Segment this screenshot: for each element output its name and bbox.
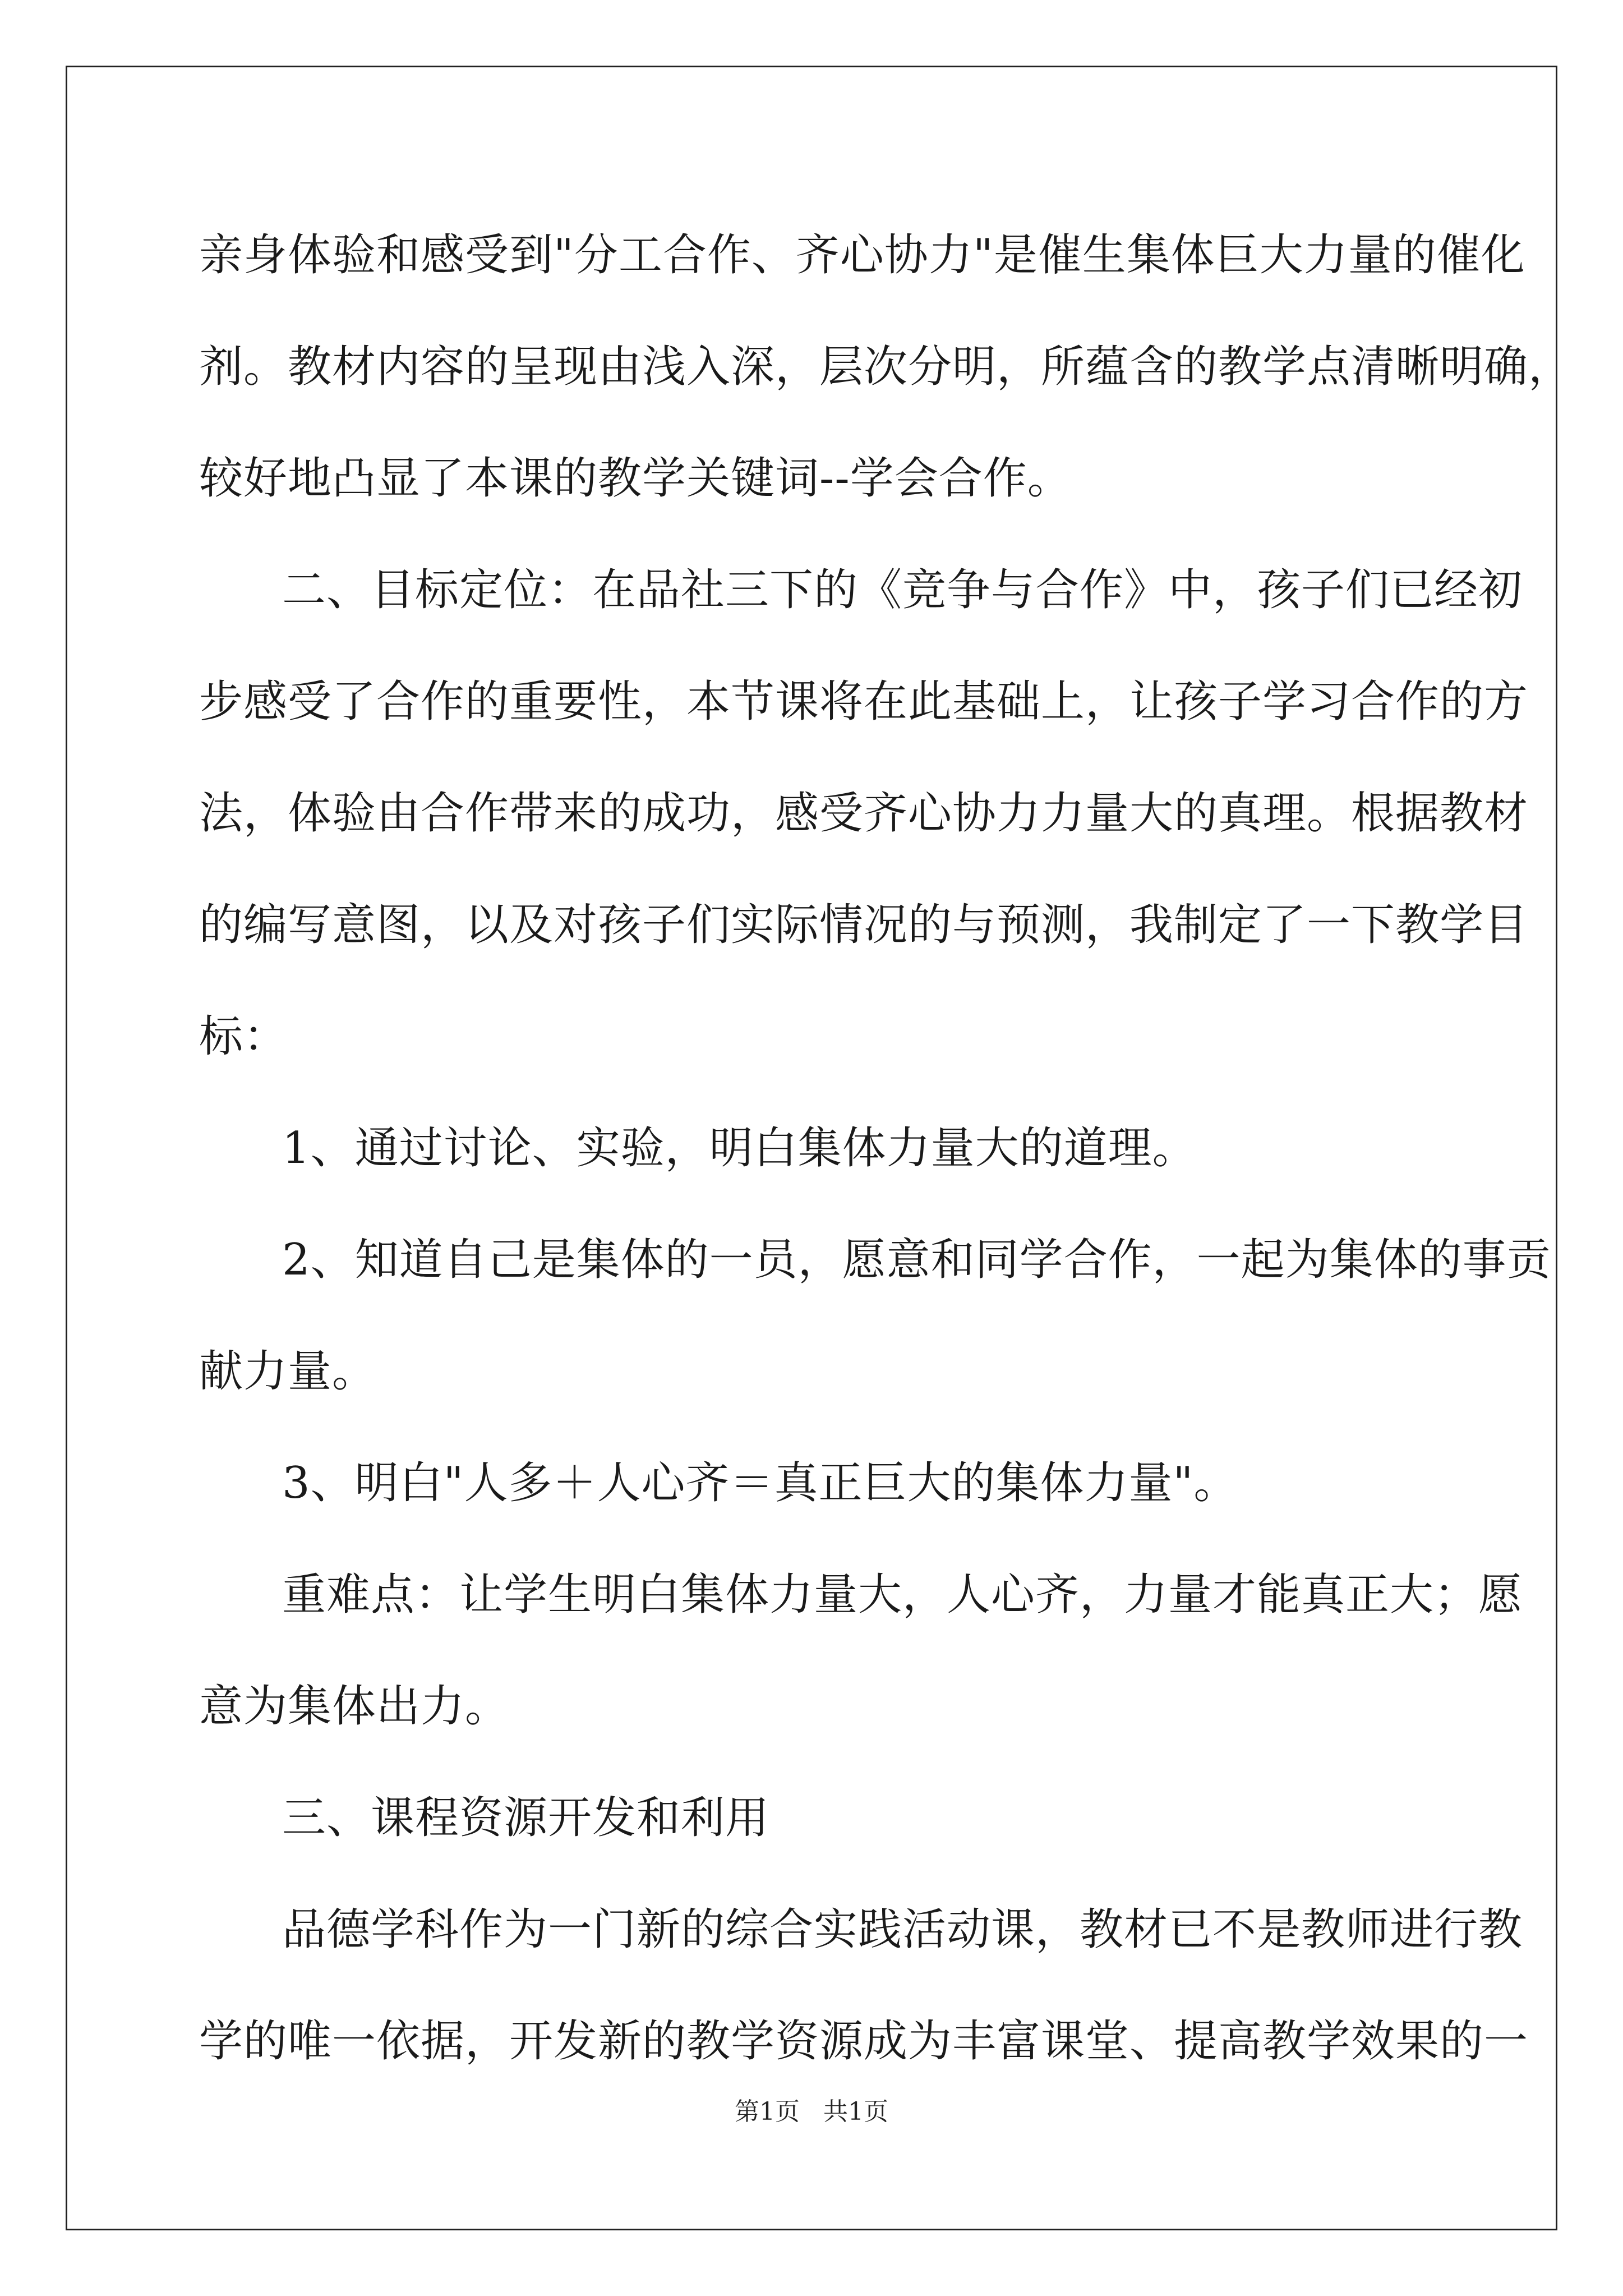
text-line: 二、目标定位：在品社三下的《竞争与合作》中，孩子们已经初 — [282, 565, 1523, 615]
text-line: 1、通过讨论、实验，明白集体力量大的道理。 — [282, 1123, 1197, 1174]
text-line: 学的唯一依据，开发新的教学资源成为丰富课堂、提高教学效果的一 — [199, 2016, 1529, 2067]
text-line: 较好地凸显了本课的教学关键词--学会合作。 — [199, 453, 1072, 504]
text-line: 重难点：让学生明白集体力量大，人心齐，力量才能真正大；愿 — [282, 1570, 1523, 1620]
text-line: 品德学科作为一门新的综合实践活动课，教材已不是教师进行教 — [282, 1904, 1523, 1955]
text-line: 剂。教材内容的呈现由浅入深，层次分明，所蕴含的教学点清晰明确， — [199, 342, 1573, 392]
document-body — [199, 213, 1573, 2111]
page-footer — [0, 2095, 1623, 2129]
text-line: 三、课程资源开发和利用 — [282, 1793, 770, 1843]
text-line: 2、知道自己是集体的一员，愿意和同学合作，一起为集体的事贡 — [282, 1235, 1551, 1285]
text-line: 献力量。 — [199, 1346, 377, 1397]
text-line: 的编写意图，以及对孩子们实际情况的与预测，我制定了一下教学目 — [199, 900, 1529, 950]
page-number: 第1页 — [735, 2097, 800, 2126]
text-line: 亲身体验和感受到"分工合作、齐心协力"是催生集体巨大力量的催化 — [199, 230, 1525, 280]
text-line: 法，体验由合作带来的成功，感受齐心协力力量大的真理。根据教材 — [199, 788, 1529, 839]
page-total: 共1页 — [823, 2097, 888, 2126]
footer-spacer — [800, 2097, 823, 2126]
text-line: 标： — [199, 1011, 288, 1062]
text-line: 步感受了合作的重要性，本节课将在此基础上，让孩子学习合作的方 — [199, 677, 1529, 727]
text-line: 3、明白"人多＋人心齐＝真正巨大的集体力量"。 — [282, 1458, 1238, 1508]
text-line: 意为集体出力。 — [199, 1681, 510, 1732]
